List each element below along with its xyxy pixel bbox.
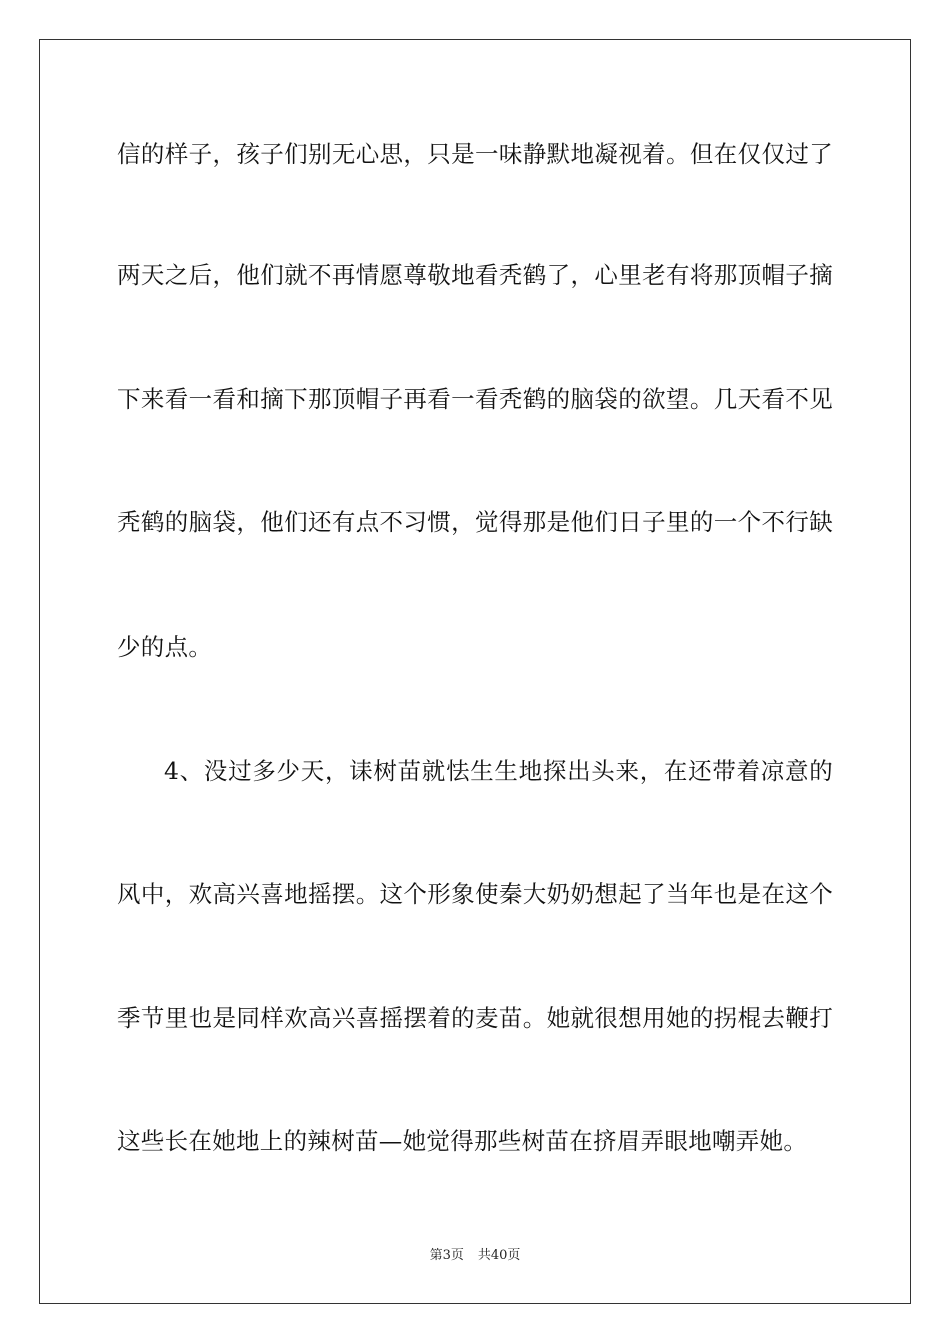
paragraph-2-line-2: 风中，欢高兴喜地摇摆。这个形象使秦大奶奶想起了当年也是在这个 <box>117 880 833 908</box>
paragraph-2-line-1: 4、没过多少天，诔树苗就怯生生地探出头来，在还带着凉意的 <box>164 757 833 785</box>
page-footer <box>0 1248 950 1264</box>
page-border <box>39 39 911 1304</box>
paragraph-1-line-2: 两天之后，他们就不再情愿尊敬地看秃鹤了，心里老有将那顶帽子摘 <box>117 261 833 289</box>
paragraph-1-line-4: 秃鹤的脑袋，他们还有点不习惯，觉得那是他们日子里的一个不行缺 <box>117 508 833 536</box>
page-total: 共40页 <box>477 1248 521 1263</box>
paragraph-2-line-3: 季节里也是同样欢高兴喜摇摆着的麦苗。她就很想用她的拐棍去鞭打 <box>117 1004 833 1032</box>
paragraph-2-line-4: 这些长在她地上的辣树苗—她觉得那些树苗在挤眉弄眼地嘲弄她。 <box>117 1127 808 1155</box>
page-number: 第3页 <box>429 1248 464 1263</box>
paragraph-1-line-5: 少的点。 <box>117 633 213 661</box>
paragraph-1-line-3: 下来看一看和摘下那顶帽子再看一看秃鹤的脑袋的欲望。几天看不见 <box>117 385 833 413</box>
paragraph-1-line-1: 信的样子，孩子们别无心思，只是一味静默地凝视着。但在仅仅过了 <box>117 140 833 168</box>
